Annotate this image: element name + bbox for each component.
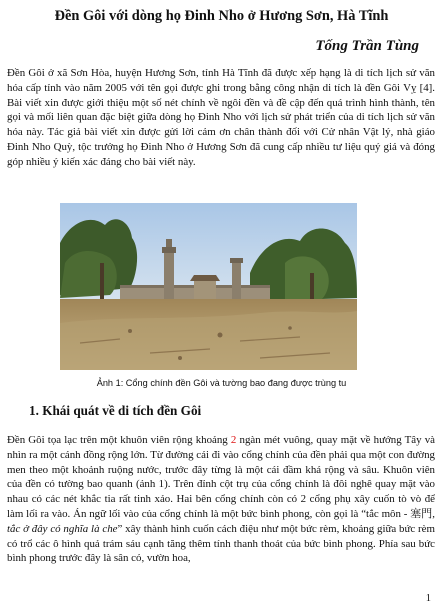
section-heading: 1. Khái quát về di tích đền Gôi <box>29 403 202 418</box>
photo-illustration <box>60 203 357 370</box>
page-title: Đền Gôi với dòng họ Đinh Nho ở Hương Sơn, Hà Tĩnh <box>54 8 389 24</box>
body-text-part3: ” xây thành hình cuốn cách điệu như một bức rèm, khoảng giữa bức rèm có trổ các ô hình quả trám sáu cạnh tăng thêm tính thanh thoát của bức bình phong. Phía sau bức bình phong trước đây là sân cỏ, vườn hoa, <box>7 522 435 565</box>
body-text-part1: Đền Gôi tọa lạc trên một khuôn viên rộng khoảng <box>7 434 231 446</box>
photo-caption: Ảnh 1: Cổng chính đền Gôi và tường bao đang được trùng tu <box>96 378 347 388</box>
body-text-italic: tắc ở đây có nghĩa là che <box>7 522 118 535</box>
body-paragraph <box>7 433 435 566</box>
temple-gate-photo <box>60 203 357 370</box>
highlighted-number: 2 <box>230 434 237 446</box>
intro-paragraph: Đền Gôi ở xã Sơn Hòa, huyện Hương Sơn, tỉnh Hà Tĩnh đã được xếp hạng là di tích lịch sử văn hóa cấp tỉnh vào năm 2005 với tên gọi được ghi trong bằng công nhận di tích là đền Gôi Vỵ [4]. Bài viết xin được giới thiệu một số nét chính về ngôi đền và đề cập đến quá trình hình thành, tên gọi và mối liên quan đặc biệt giữa dòng họ Đinh Nho với lịch sử phát triển của di tích lịch sử văn hóa này. Tác giả bài viết xin được gửi lời cảm ơn chân thành đối với Cử nhân Vật lý, nhà giáo Đinh Nho Quỳ, tộc trưởng họ Đinh Nho ở Hương Sơn đã cung cấp nhiều tư liệu quý giá và đóng góp nhiều ý kiến xác đáng cho bài viết này. <box>7 67 435 168</box>
page-number: 1 <box>425 593 431 604</box>
body-text-part2: ngàn mét vuông, quay mặt về hướng Tây và nhìn ra một cánh đồng rộng lớn. Từ đường cái đi vào cổng chính của đền phải qua một con đường men theo một khoảnh ruộng nước, trước đây từng là một cái đầm khá rộng và sâu. Khuôn viên của đền có tường bao quanh (ảnh 1). Trên đỉnh cột trụ của cổng chính là đôi nghê quay mặt vào nhau có các nét khắc tia rất tinh xảo. Hai bên cổng chính còn có 2 cổng phụ xây cuốn tò vò để làm lối ra vào. Án ngữ lối vào của cổng chính là một bức bình phong, còn gọi là “tắc môn - 塞門, <box>7 434 435 520</box>
author-name: Tống Trần Tùng <box>315 38 419 54</box>
